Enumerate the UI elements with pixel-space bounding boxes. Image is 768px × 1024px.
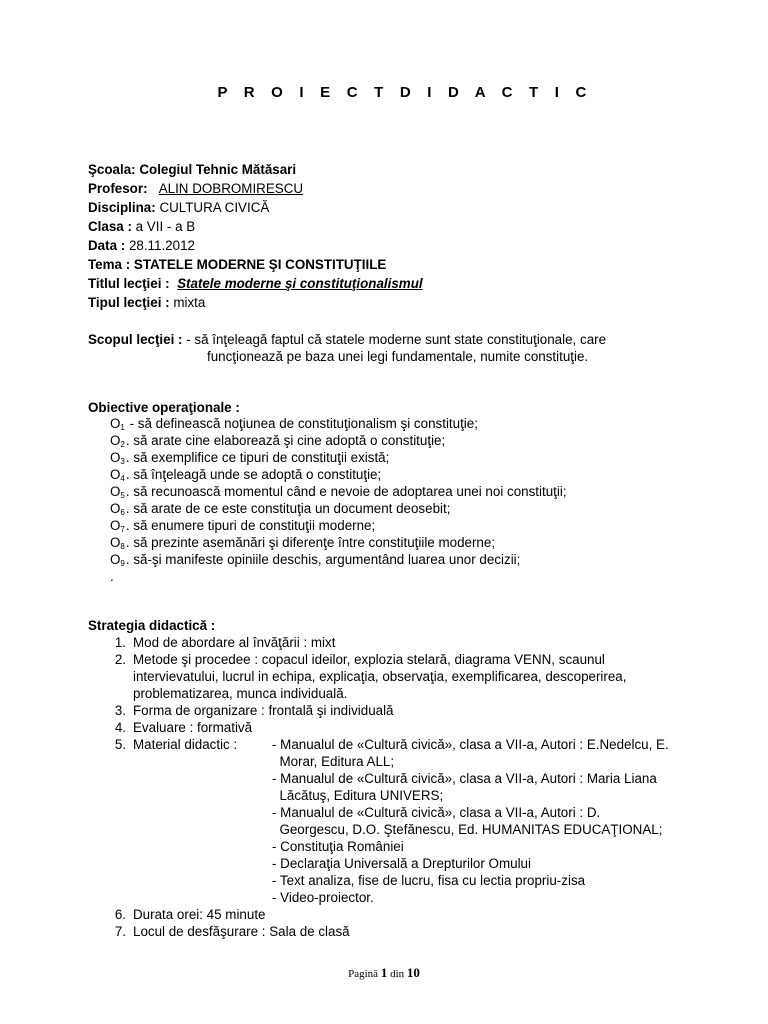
strategy-text: Mod de abordare al învăţării : mixt (133, 635, 336, 650)
strategy-number: 2. (114, 652, 126, 667)
strategy-number: 1. (114, 635, 126, 650)
objective-text: . să recunoască momentul când e nevoie de adoptarea unei noi constituţii; (125, 484, 567, 499)
tipul-value: mixta (169, 295, 206, 310)
footer-din: din (390, 968, 405, 980)
scopul-text-1: - să înţeleagă faptul că statele moderne sunt state constituţionale, care (182, 332, 607, 347)
data-label: Data : (88, 238, 126, 253)
material-item: - Constituţia României (272, 839, 404, 854)
page-footer (0, 965, 768, 981)
clasa-value: a VII - a B (131, 219, 196, 234)
objective-code: O (110, 433, 121, 448)
objective-trailing: . (110, 569, 114, 584)
clasa-line (88, 218, 195, 235)
objective-index: 9 (120, 559, 125, 568)
strategy-number: 4. (114, 720, 126, 735)
objective-index: 1 (120, 423, 125, 432)
objective-code: O (110, 535, 121, 550)
scoala-line: Şcoala: Colegiul Tehnic Mătăsari (88, 162, 297, 177)
profesor-label: Profesor: (88, 181, 148, 196)
clasa-label: Clasa : (88, 219, 132, 234)
objective-code: O (110, 501, 121, 516)
objective-text: . să prezinte asemănări şi diferenţe între constituţiile moderne; (125, 535, 496, 550)
strategy-text: Durata orei: 45 minute (133, 907, 266, 922)
objective-text: . să exemplifice ce tipuri de constituţii există; (125, 450, 390, 465)
objective-code: O (110, 552, 121, 567)
objective-text: . să arate de ce este constituţia un document deosebit; (125, 501, 451, 516)
titlul-line (88, 275, 423, 292)
objective-index: 5 (120, 491, 125, 500)
strategy-number: 5. (114, 737, 126, 752)
strategy-text: Material didactic : (133, 737, 238, 752)
scopul-line-2: funcţionează pe baza unei legi fundamentale, numite constituţie. (207, 349, 589, 364)
footer-pagina: Pagină (348, 968, 379, 980)
objective-code: O (110, 450, 121, 465)
titlul-label: Titlul lecţiei : (88, 276, 170, 291)
material-item: Morar, Editura ALL; (272, 754, 395, 769)
material-item: - Manualul de «Cultură civică», clasa a VII-a, Autori : E.Nedelcu, E. (272, 737, 669, 752)
scopul-label: Scopul lecţiei : (88, 332, 183, 347)
footer-total-pages: 10 (406, 965, 420, 980)
objective-index: 7 (120, 525, 125, 534)
material-item: Georgescu, D.O. Ştefănescu, Ed. HUMANITAS EDUCAŢIONAL; (272, 822, 663, 837)
disciplina-label: Disciplina: (88, 200, 156, 215)
objective-code: O (110, 416, 121, 431)
objective-code: O (110, 518, 121, 533)
material-item: - Declaraţia Universală a Drepturilor Omului (272, 856, 531, 871)
document-title: P R O I E C T D I D A C T I C (217, 84, 593, 101)
strategy-number: 7. (114, 924, 126, 939)
objective-index: 3 (120, 457, 125, 466)
objective-index: 4 (120, 474, 125, 483)
material-item: - Manualul de «Cultură civică», clasa a VII-a, Autori : Maria Liana (272, 771, 657, 786)
strategy-text: Locul de desfăşurare : Sala de clasă (133, 924, 350, 939)
strategy-text: intervievatului, lucrul in echipa, explicaţia, observaţia, exemplificarea, descoperirea, (133, 669, 627, 684)
material-item: - Text analiza, fise de lucru, fisa cu lectia propriu-zisa (272, 873, 586, 888)
strategy-text: Evaluare : formativă (133, 720, 253, 735)
objective-text: . să arate cine elaborează şi cine adoptă o constituţie; (125, 433, 446, 448)
strategy-number: 6. (114, 907, 126, 922)
strategy-text: problematizarea, munca individuală. (133, 686, 348, 701)
footer-current-page: 1 (380, 965, 388, 980)
strategy-text: Forma de organizare : frontală şi individuală (133, 703, 394, 718)
material-item: Lăcătuş, Editura UNIVERS; (272, 788, 444, 803)
material-item: - Manualul de «Cultură civică», clasa a VII-a, Autori : D. (272, 805, 601, 820)
objective-text: - să definească noţiunea de constituţionalism şi constituţie; (125, 416, 478, 431)
objective-code: O (110, 484, 121, 499)
tipul-line (88, 294, 205, 311)
profesor-value: ALIN DOBROMIRESCU (158, 181, 304, 196)
objective-item (110, 551, 520, 572)
objective-text: . să înţeleagă unde se adoptă o constituţie; (125, 467, 382, 482)
profesor-line (88, 180, 303, 197)
strategy-text: Metode şi procedee : copacul ideilor, explozia stelară, diagrama VENN, scaunul (133, 652, 605, 667)
objective-index: 8 (120, 542, 125, 551)
objective-text: . să-şi manifeste opiniile deschis, argumentând luarea unor decizii; (125, 552, 521, 567)
objective-text: . să enumere tipuri de constituţii moderne; (125, 518, 376, 533)
tema-line: Tema : STATELE MODERNE ŞI CONSTITUŢIILE (88, 257, 387, 272)
strategy-number: 3. (114, 703, 126, 718)
data-line (88, 237, 195, 254)
objective-index: 6 (120, 508, 125, 517)
objective-code: O (110, 467, 121, 482)
scopul-line-1 (88, 331, 606, 348)
obiective-label: Obiective operaţionale : (88, 400, 240, 415)
tipul-label: Tipul lecţiei : (88, 295, 170, 310)
objective-index: 2 (120, 440, 125, 449)
material-item: - Video-proiector. (272, 890, 374, 905)
titlul-value: Statele moderne şi constituţionalismul (177, 276, 423, 291)
strategia-label: Strategia didactică : (88, 618, 216, 633)
data-value: 28.11.2012 (125, 238, 195, 253)
disciplina-line (88, 199, 269, 216)
disciplina-value: CULTURA CIVICĂ (155, 200, 270, 215)
